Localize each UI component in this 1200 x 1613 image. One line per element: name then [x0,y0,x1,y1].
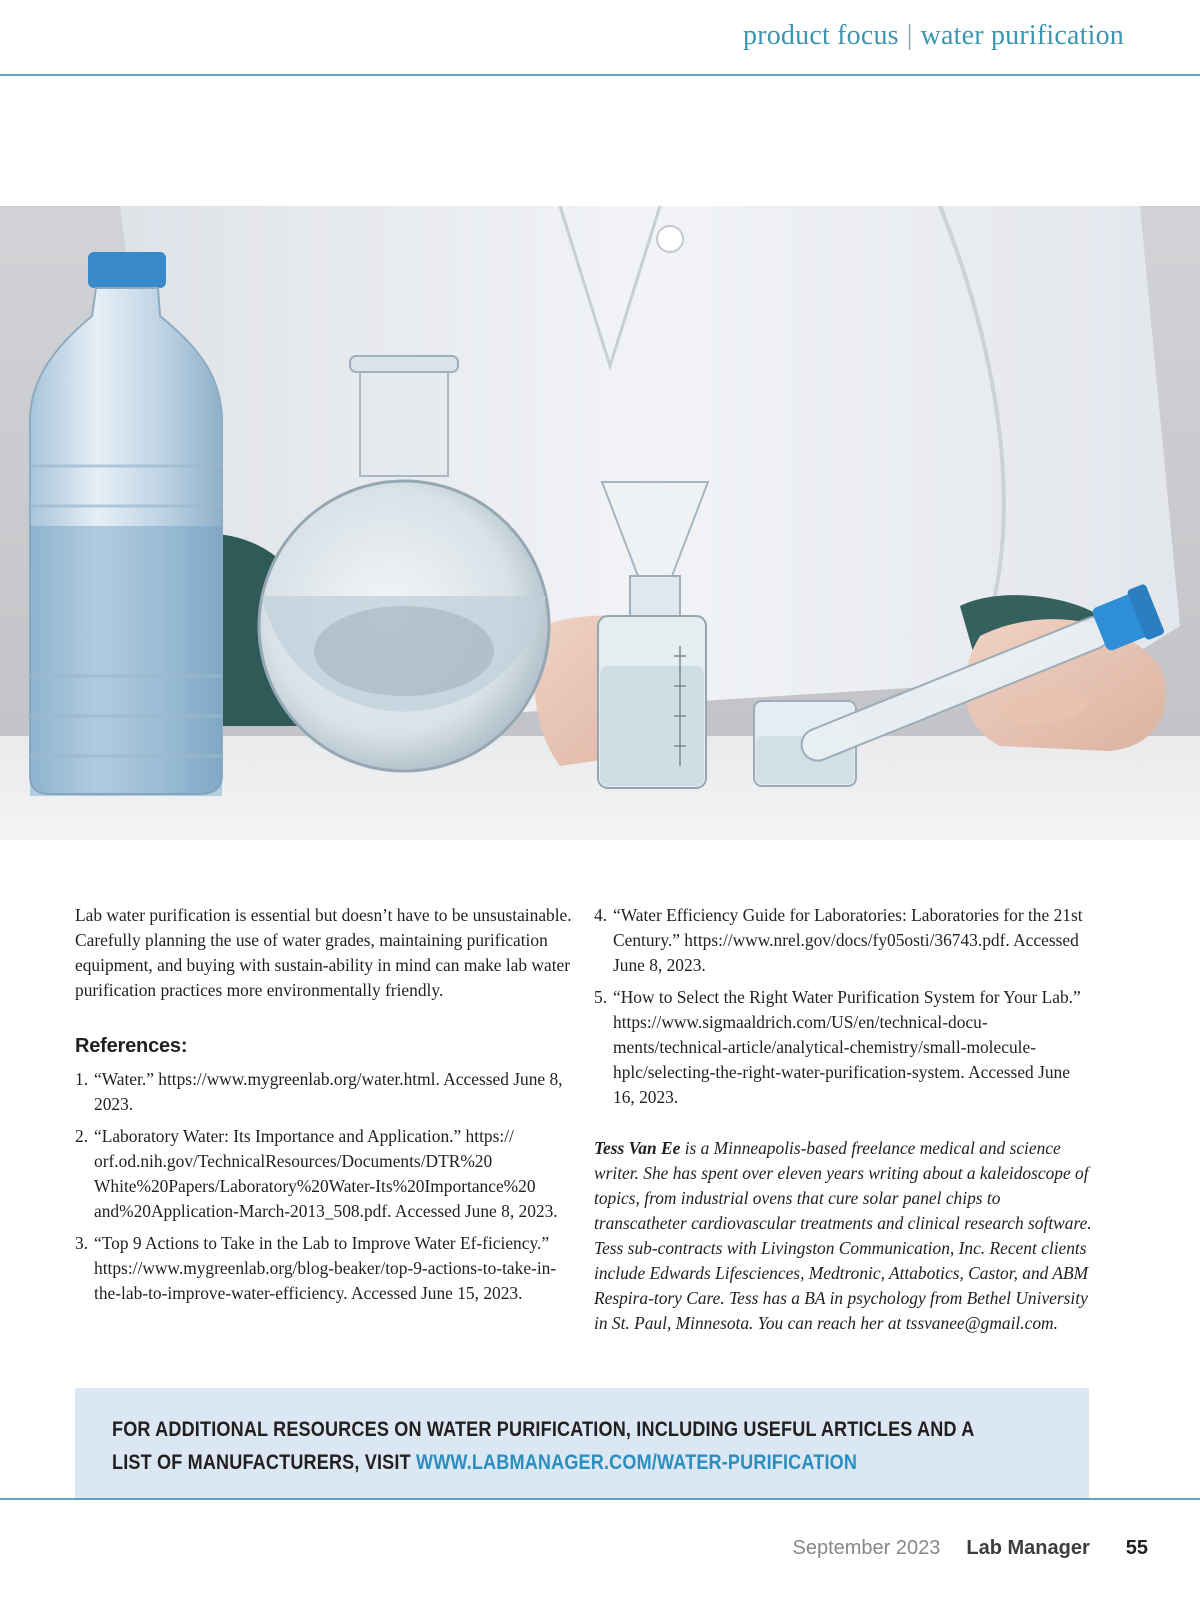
section-label: product focus [743,20,899,51]
labmanager-link[interactable]: WWW.LABMANAGER.COM/WATER-PURIFICATION [415,1451,858,1474]
resources-callout [75,1388,1089,1498]
reference-number: 4. [594,905,608,925]
magazine-name: Lab Manager [966,1537,1090,1559]
reference-text: “Water.” https://www.mygreenlab.org/water.html. Accessed June 8, 2023. [94,1069,563,1114]
section-topic: water purification [920,20,1124,51]
reference-text: “Top 9 Actions to Take in the Lab to Improve Water Ef-ficiency.” https://www.mygreenlab.org/blog-beaker/top-9-actions-to-take-in-the-lab-to-improve-water-efficiency. Accessed June 15, 2023. [94,1233,557,1303]
reference-number: 5. [594,987,608,1007]
author-bio [594,1136,1094,1336]
article-column-right [594,903,1094,1336]
reference-number: 1. [75,1069,89,1089]
reference-item [75,1067,575,1117]
page-footer [793,1537,1149,1560]
section-title [743,20,1124,52]
reference-text: “How to Select the Right Water Purification System for Your Lab.” https://www.sigmaaldrich.com/US/en/technical-docu-ments/technical-article/analytical-chemistry/small-molecule-hplc/selecting-the-right-water-purification-system. Accessed June 16, 2023. [613,987,1081,1107]
section-separator: | [906,20,913,51]
page-header [0,0,1200,76]
resources-callout-text [112,1413,1006,1479]
reference-number: 2. [75,1126,89,1146]
lab-glassware-photo [0,206,1200,840]
page-number: 55 [1125,1537,1148,1559]
article-column-left [75,903,575,1313]
reference-text: “Laboratory Water: Its Importance and Application.” https:// orf.od.nih.gov/TechnicalResources/Documents/DTR%20 White%20Papers/Laboratory%20Water-Its%20Importance%20 and%20Application-March-2013_508.pdf. Accessed June 8, 2023. [94,1126,558,1221]
article-intro: Lab water purification is essential but doesn’t have to be unsustainable. Carefully planning the use of water grades, maintaining purification equipment, and buying with sustain-ability in mind can make lab water purification practices more environmentally friendly. [75,905,572,1000]
reference-number: 3. [75,1233,89,1253]
reference-item [594,985,1094,1110]
references-heading: References: [75,1035,188,1057]
footer-divider [0,1498,1200,1500]
reference-item [594,903,1094,978]
reference-text: “Water Efficiency Guide for Laboratories: Laboratories for the 21st Century.” https://www.nrel.gov/docs/fy05osti/36743.pdf. Accessed June 8, 2023. [613,905,1083,975]
reference-item [75,1231,575,1306]
callout-message: FOR ADDITIONAL RESOURCES ON WATER PURIFICATION, INCLUDING USEFUL ARTICLES AND A LIST OF MANUFACTURERS, VISIT [112,1418,974,1474]
author-name: Tess Van Ee [594,1138,681,1158]
author-bio-text: is a Minneapolis-based freelance medical and science writer. She has spent over eleven years writing about a kaleidoscope of topics, from industrial ovens that cure solar panel chips to transcatheter cardiovascular treatments and clinical research software. Tess sub-contracts with Livingston Communication, Inc. Recent clients include Edwards Lifesciences, Medtronic, Attabotics, Castor, and ABM Respira-tory Care. Tess has a BA in psychology from Bethel University in St. Paul, Minnesota. You can reach her at tssvanee@gmail.com. [594,1138,1092,1333]
issue-date: September 2023 [792,1537,941,1559]
reference-item [75,1124,575,1224]
